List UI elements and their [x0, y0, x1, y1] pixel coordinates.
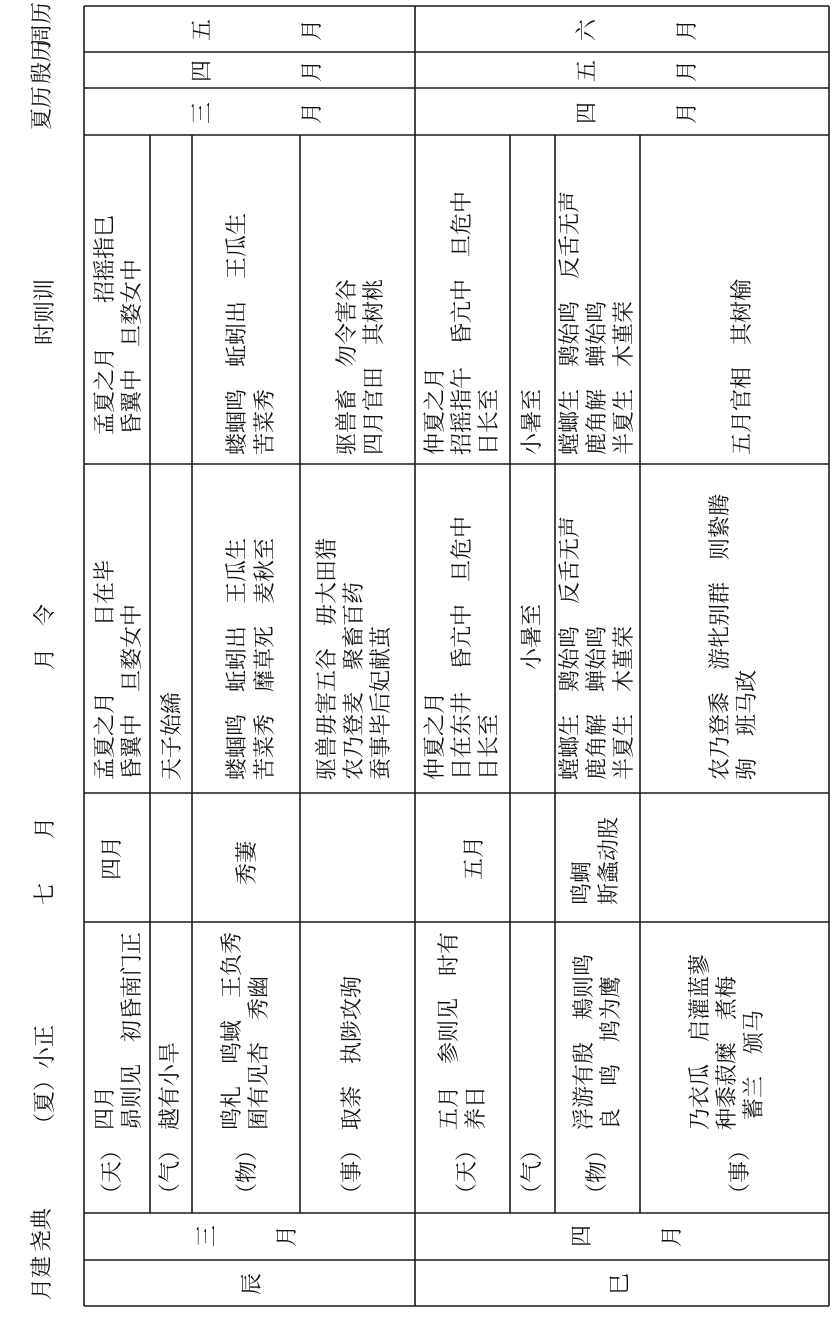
yin-li-yue-2: 月 [675, 59, 700, 82]
szx-r1-line1: 孟夏之月 招摇指巳 [93, 214, 118, 435]
xz-r1-line2: 昴则见 初昏南门正 [120, 931, 145, 1130]
xia-li-yue-2: 月 [675, 101, 700, 124]
header-yue-jian: 月建 [30, 1255, 55, 1300]
yl-r3-line2: 苦菜秀 靡草死 麦秋至 [253, 537, 278, 780]
yl-r7-line2: 鹿角解 蝉始鸣 [585, 625, 610, 780]
yl-r2: 天子始絺 [160, 691, 185, 780]
zhou-li-yue-2: 月 [675, 18, 700, 41]
xia-li-si: 四 [575, 101, 600, 124]
yl-r5-line2: 日在东井 昏亢中 旦危中 [450, 515, 475, 780]
szx-r6: 小暑至 [520, 388, 545, 455]
xz-r1-line1: 四月 [93, 1085, 118, 1130]
yl-r4-line3: 蚕事毕后妃献茧 [369, 625, 394, 780]
yl-r6: 小暑至 [520, 603, 545, 670]
yj-chen: 辰 [240, 1272, 265, 1295]
xz-shi-label-2: （事） [728, 1138, 753, 1205]
xz-tian-label-1: （天） [100, 1138, 125, 1205]
yl-r7-line3: 半夏生 木堇荣 [612, 625, 637, 780]
xia-li-san: 三 [190, 101, 215, 124]
zhou-li-wu: 五 [190, 18, 215, 41]
xz-r7-line2: 良 鸣 鸠为鹰 [599, 975, 624, 1130]
xz-r5-line1: 五月 参则见 时有 [437, 931, 462, 1130]
yd-san: 三 [195, 1224, 220, 1247]
yin-li-si: 四 [190, 59, 215, 82]
yj-si: 巳 [608, 1272, 633, 1295]
yin-li-yue-1: 月 [300, 59, 325, 82]
xz-tian-label-2: （天） [455, 1138, 480, 1205]
header-yue-ling: 月 令 [33, 603, 58, 670]
yd-yue-1: 月 [275, 1224, 300, 1247]
zhou-li-liu: 六 [575, 18, 600, 41]
yl-r7-line1: 螳螂生 䴗始鸣 反舌无声 [558, 515, 583, 780]
header-qi-yue: 七 月 [33, 816, 58, 905]
xz-r8-line3: 蓄兰 颁马 [742, 1009, 767, 1120]
qy-r5: 五月 [462, 835, 487, 880]
header-yin-li: 殷历 [30, 39, 55, 84]
yd-yue-2: 月 [660, 1224, 685, 1247]
yl-r5-line1: 仲夏之月 [423, 691, 448, 780]
header-xia-li: 夏历 [30, 85, 55, 130]
yl-r8-line2: 驹 班马政 [735, 669, 760, 780]
yl-r1-line1: 孟夏之月 日在毕 [93, 559, 118, 780]
xz-r7-line1: 浮游有殷 鴂则鸣 [572, 953, 597, 1130]
xz-wu-label-1: （物） [235, 1138, 260, 1205]
szx-r5-line2: 招摇指午 昏亢中 旦危中 [450, 190, 475, 455]
xz-qi-label-2: （气） [520, 1138, 545, 1205]
xz-shi-label-1: （事） [340, 1138, 365, 1205]
xz-r5-line2: 养日 [464, 1085, 489, 1130]
szx-r5-line1: 仲夏之月 [423, 366, 448, 455]
qy-r7-line1: 鸣蜩 [570, 860, 595, 905]
xia-li-yue-1: 月 [300, 101, 325, 124]
xz-r8-line2: 种黍菽糜 煮梅 [715, 975, 740, 1130]
xz-r3-line1: 鸣札 鸣蜮 王负秀 [220, 931, 245, 1130]
xz-r3-line2: 囿有见杏 秀幽 [247, 975, 272, 1130]
szx-r1-line2: 昏翼中 旦婺女中 [120, 258, 145, 435]
yl-r3-line1: 蝼蝈鸣 蚯蚓出 王瓜生 [225, 537, 250, 780]
szx-r7-line2: 鹿角解 蝉始鸣 [585, 300, 610, 455]
xz-wu-label-2: （物） [585, 1138, 610, 1205]
yl-r8-line1: 农乃登黍 游牝别群 则絷腾 [708, 493, 733, 780]
qy-r7-line2: 斯螽动股 [597, 816, 622, 905]
szx-r7-line3: 半夏生 木堇荣 [612, 300, 637, 455]
szx-r3-line2: 苦菜秀 [253, 388, 278, 455]
yl-r5-line3: 日长至 [477, 713, 502, 780]
yl-r4-line2: 农乃登麦 聚畜百药 [342, 581, 367, 780]
xz-qi-label-1: （气） [158, 1138, 183, 1205]
szx-r3-line1: 蝼蝈鸣 蚯蚓出 王瓜生 [225, 212, 250, 455]
szx-r8: 五月官相 其树榆 [730, 278, 755, 455]
szx-r4-line2: 四月官田 其树桃 [362, 278, 387, 455]
xz-r4: 取荼 执陟攻驹 [340, 975, 365, 1130]
header-xiao-zheng: （夏）小正 [33, 1024, 58, 1135]
qy-r1: 四月 [100, 835, 125, 880]
yd-si: 四 [570, 1224, 595, 1247]
yl-r4-line1: 驱兽毋害五谷 毋大田猎 [315, 537, 340, 780]
header-zhou-li: 周历 [30, 1, 55, 46]
header-shi-ze-xun: 时则训 [33, 278, 58, 345]
zhou-li-yue-1: 月 [300, 18, 325, 41]
xz-r2: 越有小旱 [158, 1041, 183, 1130]
qy-r3: 秀萋 [235, 840, 260, 885]
yl-r1-line2: 昏翼中 旦婺女中 [120, 603, 145, 780]
header-yao-dian: 尧典 [30, 1207, 55, 1252]
yin-li-wu: 五 [575, 59, 600, 82]
xz-r8-line1: 乃衣瓜 启灌蓝蓼 [688, 953, 713, 1130]
szx-r4-line1: 驱兽畜 勿令害谷 [335, 278, 360, 455]
szx-r7-line1: 螳螂生 䴗始鸣 反舌无声 [558, 190, 583, 455]
szx-r5-line3: 日长至 [477, 388, 502, 455]
